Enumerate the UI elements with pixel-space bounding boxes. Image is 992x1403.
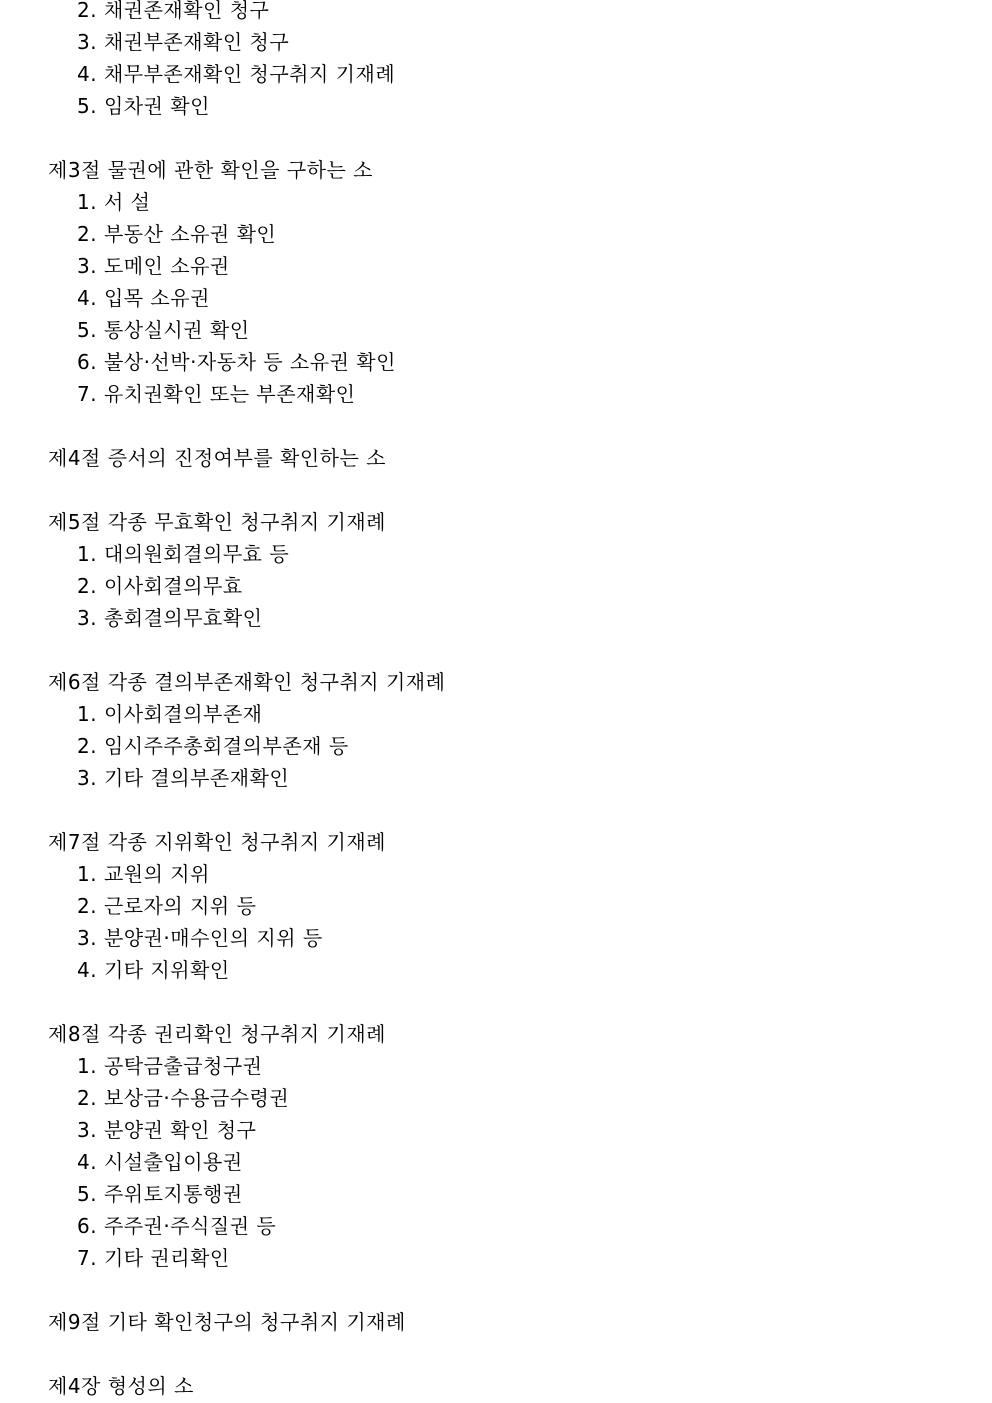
list-item: 4. 채무부존재확인 청구취지 기재례 — [77, 62, 396, 86]
section-heading: 제4절 증서의 진정여부를 확인하는 소 — [48, 446, 386, 470]
list-item: 1. 대의원회결의무효 등 — [77, 542, 290, 566]
section-heading: 제3절 물권에 관한 확인을 구하는 소 — [48, 158, 373, 182]
list-item: 4. 기타 지위확인 — [77, 958, 230, 982]
section-heading: 제4장 형성의 소 — [48, 1374, 194, 1398]
list-item: 4. 시설출입이용권 — [77, 1150, 243, 1174]
list-item: 1. 공탁금출급청구권 — [77, 1054, 263, 1078]
section-heading: 제9절 기타 확인청구의 청구취지 기재례 — [48, 1310, 406, 1334]
list-item: 2. 부동산 소유권 확인 — [77, 222, 277, 246]
list-item: 2. 보상금·수용금수령권 — [77, 1086, 290, 1110]
section-heading: 제8절 각종 권리확인 청구취지 기재례 — [48, 1022, 386, 1046]
list-item: 3. 도메인 소유권 — [77, 254, 230, 278]
list-item: 5. 주위토지통행권 — [77, 1182, 243, 1206]
section-heading: 제7절 각종 지위확인 청구취지 기재례 — [48, 830, 386, 854]
list-item: 3. 채권부존재확인 청구 — [77, 30, 290, 54]
list-item: 2. 이사회결의무효 — [77, 574, 243, 598]
list-item: 7. 기타 권리확인 — [77, 1246, 230, 1270]
list-item: 5. 통상실시권 확인 — [77, 318, 250, 342]
list-item: 2. 임시주주총회결의부존재 등 — [77, 734, 349, 758]
list-item: 4. 입목 소유권 — [77, 286, 210, 310]
list-item: 3. 총회결의무효확인 — [77, 606, 263, 630]
list-item: 3. 분양권·매수인의 지위 등 — [77, 926, 323, 950]
list-item: 2. 근로자의 지위 등 — [77, 894, 257, 918]
section-heading: 제5절 각종 무효확인 청구취지 기재례 — [48, 510, 386, 534]
list-item: 1. 이사회결의부존재 — [77, 702, 263, 726]
section-heading: 제6절 각종 결의부존재확인 청구취지 기재례 — [48, 670, 446, 694]
list-item: 3. 기타 결의부존재확인 — [77, 766, 290, 790]
list-item: 2. 채권존재확인 청구 — [77, 0, 270, 22]
list-item: 5. 임차권 확인 — [77, 94, 210, 118]
list-item: 6. 불상·선박·자동차 등 소유권 확인 — [77, 350, 396, 374]
list-item: 3. 분양권 확인 청구 — [77, 1118, 257, 1142]
list-item: 6. 주주권·주식질권 등 — [77, 1214, 277, 1238]
list-item: 1. 교원의 지위 — [77, 862, 210, 886]
list-item: 1. 서 설 — [77, 190, 151, 214]
list-item: 7. 유치권확인 또는 부존재확인 — [77, 382, 356, 406]
